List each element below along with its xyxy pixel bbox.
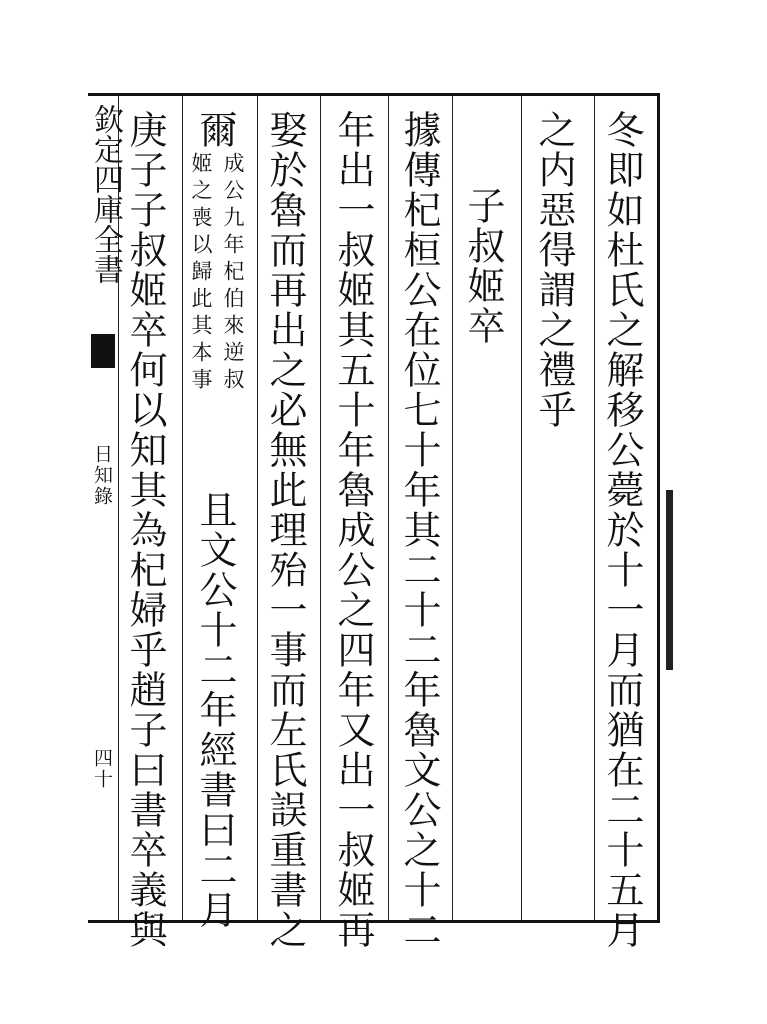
text-column-5: 年出一叔姬其五十年魯成公之四年又出一叔姬再 (331, 110, 375, 950)
annotation-right-line: 成公九年杞伯來逆叔 (221, 152, 245, 395)
text-column-2: 之内惡得謂之禮乎 (532, 110, 576, 430)
fish-tail-mark (91, 334, 115, 368)
column-divider (388, 96, 389, 920)
text-column-7-start: 爾 (193, 110, 237, 150)
text-column-6: 娶於魯而再出之必無此理殆一事而左氏誤重書之 (263, 110, 307, 950)
book-title: 日知錄 (91, 444, 113, 507)
text-column-1: 冬即如杜氏之解移公薨於十一月而猶在二十五月 (600, 110, 644, 950)
column-divider (452, 96, 453, 920)
text-column-8: 庚子子叔姬卒何以知其為杞婦乎趙子曰書卒義與 (123, 110, 167, 950)
section-heading: 子叔姬卒 (461, 186, 505, 346)
page-number: 四十 (91, 748, 113, 790)
text-column-7-end: 且文公十二年經書曰二月 (193, 490, 237, 930)
column-divider (594, 96, 595, 920)
column-divider (521, 96, 522, 920)
annotation-left-line: 姬之喪以歸此其本事 (189, 152, 213, 395)
scan-edge-mark (666, 490, 673, 670)
column-divider (257, 96, 258, 920)
collection-title: 欽定四庫全書 (88, 104, 123, 284)
column-divider (320, 96, 321, 920)
text-column-4: 據傳杞桓公在位七十年其二十二年魯文公之十二 (397, 110, 441, 950)
column-divider (182, 96, 183, 920)
